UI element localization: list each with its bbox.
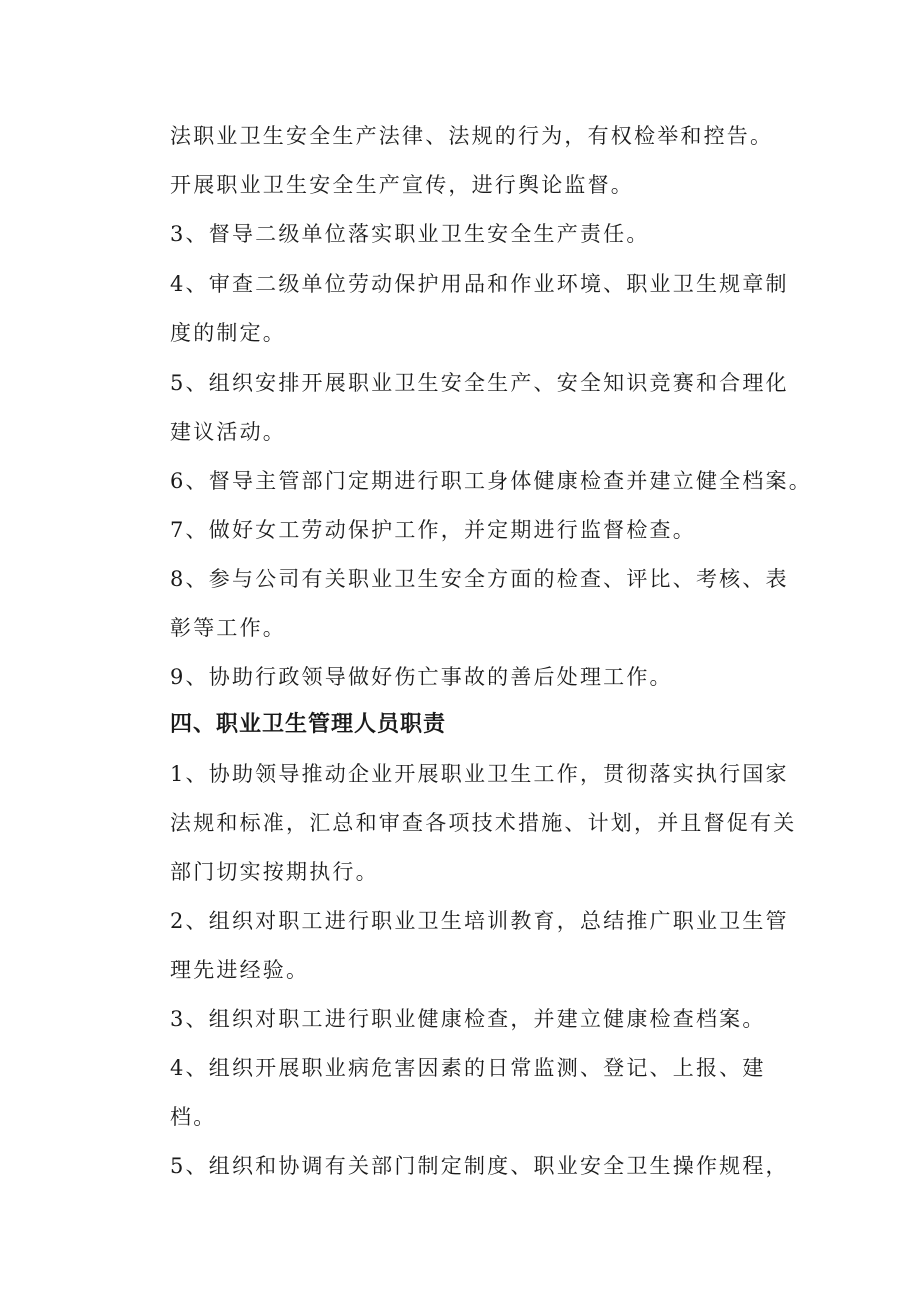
text-line: 部门切实按期执行。	[170, 860, 379, 884]
text-line: 法职业卫生安全生产法律、法规的行为，有权检举和控告。	[170, 124, 774, 148]
text-line: 8、参与公司有关职业卫生安全方面的检查、评比、考核、表	[170, 567, 789, 591]
text-line: 9、协助行政领导做好伤亡事故的善后处理工作。	[170, 665, 673, 689]
text-line: 彰等工作。	[170, 616, 286, 640]
text-line: 度的制定。	[170, 321, 286, 345]
text-line: 5、组织安排开展职业卫生安全生产、安全知识竞赛和合理化	[170, 371, 789, 395]
text-line: 3、组织对职工进行职业健康检查，并建立健康检查档案。	[170, 1007, 766, 1031]
text-line: 建议活动。	[170, 420, 286, 444]
text-line: 理先进经验。	[170, 958, 310, 982]
text-line: 2、组织对职工进行职业卫生培训教育，总结推广职业卫生管	[170, 909, 789, 933]
text-line: 3、督导二级单位落实职业卫生安全生产责任。	[170, 222, 650, 246]
section-heading: 四、职业卫生管理人员职责	[170, 712, 447, 737]
text-line: 法规和标准，汇总和审查各项技术措施、计划，并且督促有关	[170, 811, 797, 835]
text-line: 6、督导主管部门定期进行职工身体健康检查并建立健全档案。	[170, 469, 812, 493]
text-line: 7、做好女工劳动保护工作，并定期进行监督检查。	[170, 518, 696, 542]
text-line: 4、组织开展职业病危害因素的日常监测、登记、上报、建	[170, 1056, 766, 1080]
text-line: 档。	[170, 1105, 217, 1129]
text-line: 开展职业卫生安全生产宣传，进行舆论监督。	[170, 173, 634, 197]
text-line: 5、组织和协调有关部门制定制度、职业安全卫生操作规程，	[170, 1154, 789, 1178]
text-line: 4、审查二级单位劳动保护用品和作业环境、职业卫生规章制	[170, 272, 789, 296]
text-line: 1、协助领导推动企业开展职业卫生工作，贯彻落实执行国家	[170, 762, 789, 786]
